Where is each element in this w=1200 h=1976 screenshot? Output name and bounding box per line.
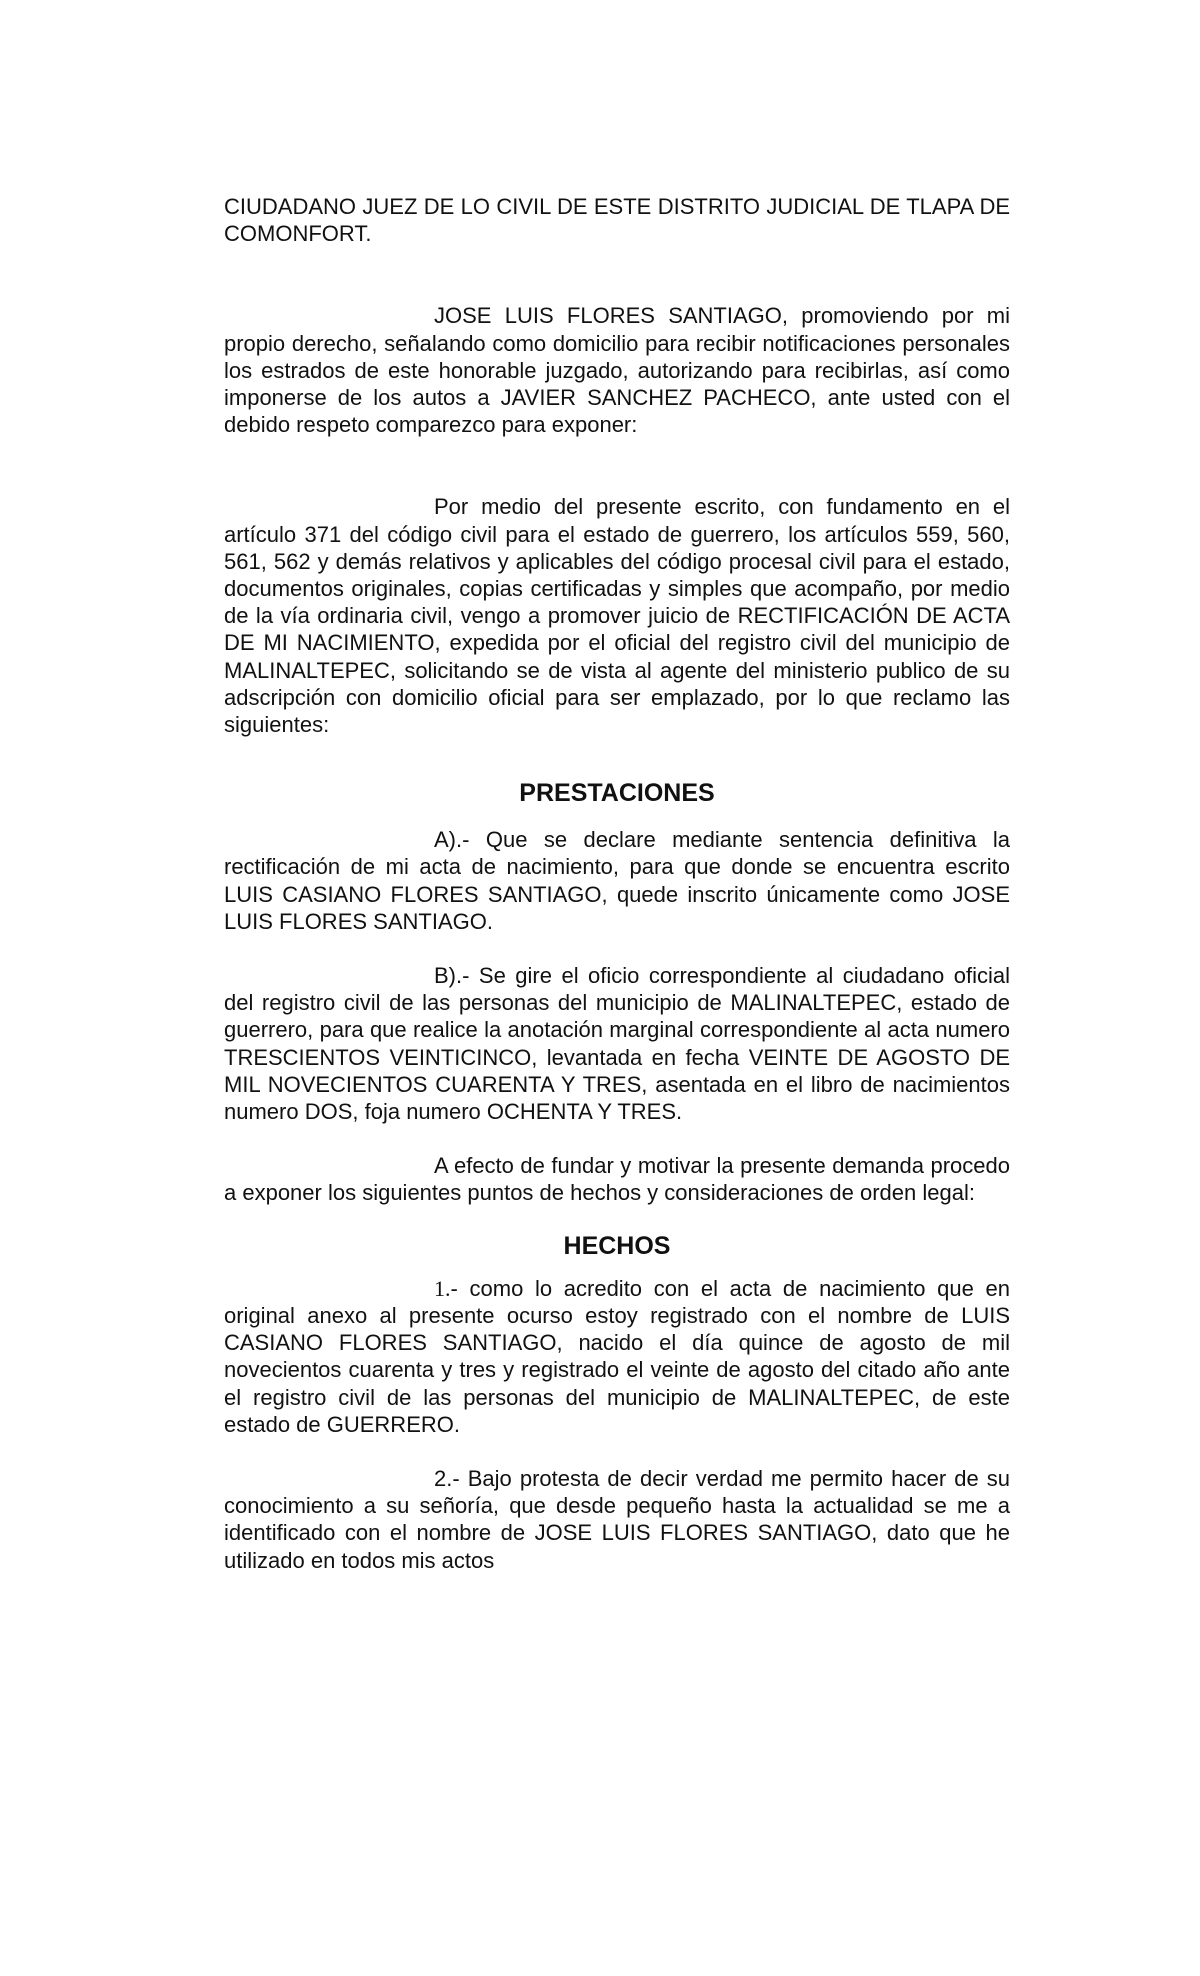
intro-paragraph: JOSE LUIS FLORES SANTIAGO, promoviendo por mi propio derecho, señalando como domicilio para recibir notificaciones personales los estrados de este honorable juzgado, autorizando para recibirlas, así como imponerse de los autos a JAVIER SANCHEZ PACHECO, ante usted con el debido respeto comparezco para exponer: [224,303,1010,438]
prestacion-a: A).- Que se declare mediante sentencia definitiva la rectificación de mi acta de nacimiento, para que donde se encuentra escrito LUIS CASIANO FLORES SANTIAGO, quede inscrito únicamente como JOSE LUIS FLORES SANTIAGO. [224,827,1010,934]
prestacion-b: B).- Se gire el oficio correspondiente al ciudadano oficial del registro civil de las personas del municipio de MALINALTEPEC, estado de guerrero, para que realice la anotación marginal correspondiente al acta numero TRESCIENTOS VEINTICINCO, levantada en fecha VEINTE DE AGOSTO DE MIL NOVECIENTOS CUARENTA Y TRES, asentada en el libro de nacimientos numero DOS, foja numero OCHENTA Y TRES. [224,963,1010,1125]
hecho-1-text: - como lo acredito con el acta de nacimiento que en original anexo al presente ocurso estoy registrado con el nombre de LUIS CASIANO FLORES SANTIAGO, nacido el día quince de agosto de mil novecientos cuarenta y tres y registrado el veinte de agosto del citado año ante el registro civil de las personas del municipio de MALINALTEPEC, de este estado de GUERRERO. [224,1275,1010,1437]
addressee: CIUDADANO JUEZ DE LO CIVIL DE ESTE DISTRITO JUDICIAL DE TLAPA DE COMONFORT. [224,194,1010,247]
prestaciones-heading: PRESTACIONES [519,779,715,808]
hecho-1 [224,1275,1010,1438]
document-page [224,193,1010,1574]
body-paragraph: Por medio del presente escrito, con fundamento en el artículo 371 del código civil para el estado de guerrero, los artículos 559, 560, 561, 562 y demás relativos y aplicables del código procesal civil para el estado, documentos originales, copias certificadas y simples que acompaño, por medio de la vía ordinaria civil, vengo a promover juicio de RECTIFICACIÓN DE ACTA DE MI NACIMIENTO, expedida por el oficial del registro civil del municipio de MALINALTEPEC, solicitando se de vista al agente del ministerio publico de su adscripción con domicilio oficial para ser emplazado, por lo que reclamo las siguientes: [224,494,1010,738]
hecho-2: 2.- Bajo protesta de decir verdad me permito hacer de su conocimiento a su señoría, que desde pequeño hasta la actualidad se me a identificado con el nombre de JOSE LUIS FLORES SANTIAGO, dato que he utilizado en todos mis actos [224,1465,1010,1573]
hecho-1-number: 1. [434,1275,451,1301]
fundamento-paragraph: A efecto de fundar y motivar la presente demanda procedo a exponer los siguientes puntos de hechos y consideraciones de orden legal: [224,1153,1010,1206]
hechos-heading: HECHOS [563,1231,671,1260]
